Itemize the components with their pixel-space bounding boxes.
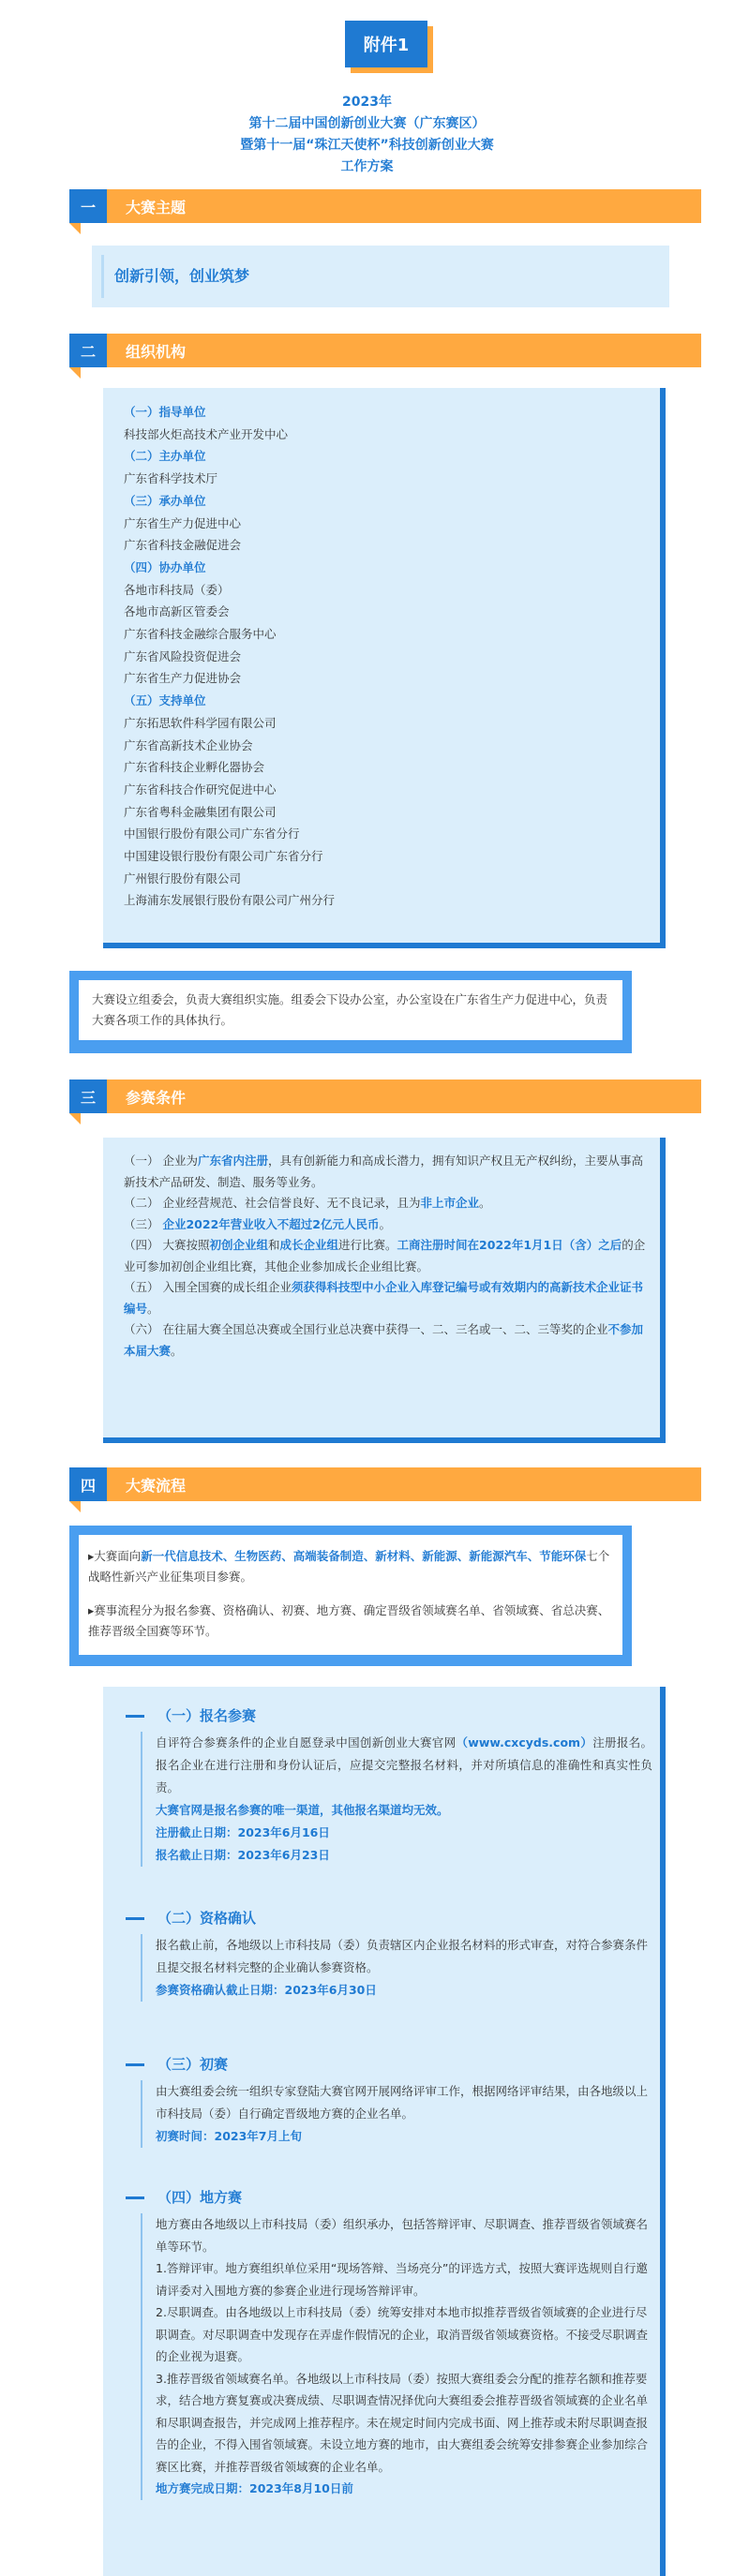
stage-title-local: （四）地方赛	[126, 2187, 242, 2207]
process-intro-box	[79, 1535, 622, 1655]
title-line-cup: 暨第十一届“珠江天使杯”科技创新创业大赛	[240, 138, 494, 153]
stage-body-registration: 自评符合参赛条件的企业自愿登录中国创新创业大赛官网（www.cxcyds.com）注册报名。报名企业在进行注册和身份认证后，应提交完整报名材料，并对所填信息的准确性和真实性负责。 大赛官网是报名参赛的唯一渠道，其他报名渠道均无效。 注册截止日期：2023年6月16日 报名截止日期：2023年6月23日	[141, 1732, 652, 1867]
section-number: 四	[69, 1467, 107, 1501]
process-steps-text: ▸赛事流程分为报名参赛、资格确认、初赛、地方赛、确定晋级省领域赛名单、省领域赛、省总决赛、推荐晋级全国赛等环节。	[88, 1603, 610, 1638]
stage-body-qualification: 报名截止前，各地级以上市科技局（委）负责辖区内企业报名材料的形式审查，对符合参赛条件且提交报名材料完整的企业确认参赛资格。 参赛资格确认截止日期：2023年6月30日	[141, 1934, 652, 2002]
stage-title-preliminary: （三）初赛	[126, 2054, 228, 2074]
org-heading-guide: （一）指导单位	[124, 405, 206, 419]
section-label: 大赛主题	[126, 198, 187, 216]
conditions-list	[124, 1151, 649, 1362]
committee-box	[79, 980, 622, 1040]
org-heading-support: （五）支持单位	[124, 693, 206, 708]
org-item: 广东拓思软件科学园有限公司	[124, 715, 277, 730]
section-corner-decoration	[69, 223, 81, 234]
condition-item: （六） 在往届大赛全国总决赛或全国行业总决赛中获得一、二、三名或一、二、三等奖的企业不参加本届大赛。	[124, 1322, 643, 1358]
stage-title-qualification: （二）资格确认	[126, 1908, 256, 1928]
title-line-competition: 第十二届中国创新创业大赛（广东赛区）	[248, 116, 486, 131]
section-corner-decoration	[69, 367, 81, 379]
section-number: 三	[69, 1080, 107, 1113]
org-item: 中国银行股份有限公司广东省分行	[124, 826, 300, 841]
org-item: 广东省科技企业孵化器协会	[124, 760, 265, 775]
org-item: 广东省科技金融促进会	[124, 538, 242, 553]
title-line-year: 2023年	[342, 95, 392, 110]
org-item: 广东省科技金融综合服务中心	[124, 627, 277, 642]
section-label: 参赛条件	[126, 1088, 187, 1107]
condition-item: （一） 企业为广东省内注册，具有创新能力和高成长潜力，拥有知识产权且无产权纠纷，主要从事高新技术产品研发、制造、服务等业务。	[124, 1154, 644, 1189]
condition-item: （四） 大赛按照初创企业组和成长企业组进行比赛。工商注册时间在2022年1月1日（含）之后的企业可参加初创企业组比赛，其他企业参加成长企业组比赛。	[124, 1238, 646, 1273]
stage-title-registration: （一）报名参赛	[126, 1705, 256, 1725]
title-line-plan: 工作方案	[340, 159, 394, 174]
org-item: 广东省科学技术厅	[124, 471, 218, 486]
org-heading-co: （四）协办单位	[124, 559, 206, 574]
section-label: 大赛流程	[126, 1476, 187, 1495]
theme-panel	[92, 246, 669, 307]
org-item: 上海浦东发展银行股份有限公司广州分行	[124, 893, 336, 908]
condition-item: （二） 企业经营规范、社会信誉良好、无不良记录，且为非上市企业。	[124, 1196, 491, 1210]
section-number: 一	[69, 189, 107, 223]
org-item: 科技部火炬高技术产业开发中心	[124, 426, 289, 441]
org-item: 广东省科技合作研究促进中心	[124, 782, 277, 797]
section-header-conditions	[69, 1080, 701, 1113]
conditions-panel	[103, 1138, 666, 1443]
org-item: 广东省生产力促进中心	[124, 515, 242, 530]
section-header-organization	[69, 334, 701, 367]
committee-frame	[69, 971, 632, 1053]
committee-text: 大赛设立组委会，负责大赛组织实施。组委会下设办公室，办公室设在广东省生产力促进中心，负责大赛各项工作的具体执行。	[92, 992, 608, 1027]
organization-list	[124, 401, 649, 912]
organization-panel	[103, 388, 666, 948]
org-item: 广州银行股份有限公司	[124, 871, 242, 886]
process-intro-frame	[69, 1526, 632, 1666]
process-scope-text: ▸大赛面向新一代信息技术、生物医药、高端装备制造、新材料、新能源、新能源汽车、节能环保七个战略性新兴产业征集项目参赛。	[88, 1549, 610, 1584]
stages-panel	[103, 1687, 666, 2576]
org-item: 广东省风险投资促进会	[124, 648, 242, 663]
section-corner-decoration	[69, 1501, 81, 1512]
org-heading-host: （二）主办单位	[124, 449, 206, 464]
stage-body-local: 地方赛由各地级以上市科技局（委）组织承办，包括答辩评审、尽职调查、推荐晋级省领域赛名单等环节。 1.答辩评审。地方赛组织单位采用“现场答辩、当场亮分”的评选方式，按照大赛评选规则自行邀请评委对入围地方赛的参赛企业进行现场答辩评审。 2.尽职调查。由各地级以上市科技局（委）统筹安排对本地市拟推荐晋级省领域赛的企业进行尽职调查。对尽职调查中发现存在弄虚作假情况的企业，取消晋级省领域赛资格。不接受尽职调查的企业视为退赛。 3.推荐晋级省领域赛名单。各地级以上市科技局（委）按照大赛组委会分配的推荐名额和推荐要求，结合地方赛复赛或决赛成绩、尽职调查情况择优向大赛组委会推荐晋级省领域赛的企业名单和尽职调查报告，并完成网上推荐程序。未在规定时间内完成书面、网上推荐或未附尽职调查报告的企业，不得入围省领域赛。未设立地方赛的地市，由大赛组委会统筹安排参赛企业参加综合赛区比赛，并推荐晋级省领域赛的企业名单。 地方赛完成日期：2023年8月10日前	[141, 2213, 652, 2500]
org-heading-undertake: （三）承办单位	[124, 493, 206, 508]
section-header-process	[69, 1467, 701, 1501]
stage-body-preliminary: 由大赛组委会统一组织专家登陆大赛官网开展网络评审工作，根据网络评审结果，由各地级以上市科技局（委）自行确定晋级地方赛的企业名单。 初赛时间：2023年7月上旬	[141, 2080, 652, 2148]
section-label: 组织机构	[126, 342, 187, 361]
org-item: 中国建设银行股份有限公司广东省分行	[124, 849, 323, 864]
condition-item: （五） 入围全国赛的成长组企业须获得科技型中小企业入库登记编号或有效期内的高新技术企业证书编号。	[124, 1280, 643, 1316]
section-header-theme	[69, 189, 701, 223]
section-corner-decoration	[69, 1113, 81, 1124]
document-title	[0, 92, 734, 178]
section-number: 二	[69, 334, 107, 367]
org-item: 广东省粤科金融集团有限公司	[124, 804, 277, 819]
org-item: 广东省生产力促进协会	[124, 671, 242, 686]
attachment-badge: 附件1	[345, 21, 427, 67]
org-item: 广东省高新技术企业协会	[124, 737, 253, 752]
theme-motto: 创新引领，创业筑梦	[114, 267, 250, 285]
condition-item: （三） 企业2022年营业收入不超过2亿元人民币。	[124, 1216, 391, 1231]
org-item: 各地市高新区管委会	[124, 604, 230, 619]
org-item: 各地市科技局（委）	[124, 582, 230, 597]
